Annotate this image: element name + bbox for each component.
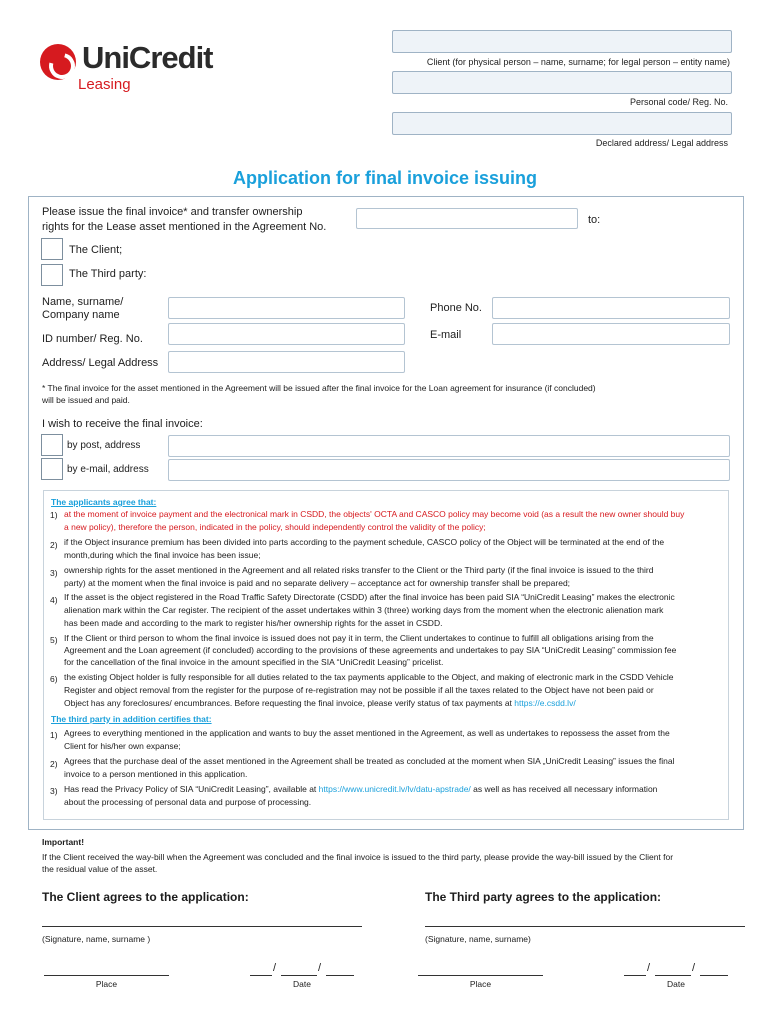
client-checkbox[interactable] — [41, 238, 63, 260]
third-party-item-2-line-1: Agrees that the purchase deal of the asset mentioned in the Agreement shall be treated as concluded at the moment when SIA „UniCredit Leasing” issues the final — [64, 756, 675, 766]
email-label: E-mail — [430, 329, 462, 341]
client-option-label: The Client; — [69, 244, 123, 256]
third-party-date-separator: / — [692, 962, 696, 974]
client-signature-title: The Client agrees to the application: — [42, 890, 249, 904]
important-line-1: If the Client received the way-bill when the Agreement was concluded and the final invoice is issued to the third party, please provide the way-bill issued by the Client for — [42, 852, 674, 862]
address-field[interactable] — [168, 351, 405, 373]
personal-code-label: Personal code/ Reg. No. — [629, 97, 728, 107]
third-party-date-caption: Date — [667, 979, 685, 989]
page-title: Application for final invoice issuing — [232, 168, 538, 188]
by-post-label: by post, address — [67, 440, 141, 451]
third-party-signature-title: The Third party agrees to the application: — [425, 890, 662, 904]
client-place-caption: Place — [95, 979, 118, 989]
applicants-item-4-line-1: If the asset is the object registered in the Road Traffic Safety Directorate (CSDD) after the final invoice has been paid SIA “UniCredit Leasing” makes the electronic — [64, 592, 675, 602]
client-date-separator: / — [273, 962, 277, 974]
name-label-line-1: Name, surname/ — [42, 296, 124, 308]
third-party-date-separator: / — [647, 962, 651, 974]
client-date-month-line[interactable] — [281, 975, 317, 976]
request-line-2: rights for the Lease asset mentioned in the Agreement No. — [42, 221, 327, 233]
applicants-item-5-line-3: for the cancellation of the final invoice in the amount specified in the SIA “UniCredit Leasing” pricelist. — [64, 657, 444, 667]
third-party-item-3-line-1 — [64, 783, 657, 796]
csdd-link[interactable]: https://e.csdd.lv/ — [514, 698, 576, 708]
third-party-date-year-line[interactable] — [700, 975, 728, 976]
declared-address-label: Declared address/ Legal address — [595, 138, 728, 148]
brand-sub: Leasing — [78, 76, 131, 93]
client-name-label: Client (for physical person – name, surname; for legal person – entity name) — [426, 57, 730, 67]
client-place-line[interactable] — [44, 975, 169, 976]
applicants-item-number: 4) — [50, 595, 58, 605]
post-address-field[interactable] — [168, 435, 730, 457]
third-party-item-3-text: Has read the Privacy Policy of SIA “UniCredit Leasing”, available at — [64, 784, 319, 794]
id-field[interactable] — [168, 323, 405, 345]
applicants-item-6-line-3 — [64, 697, 576, 710]
unicredit-logo-icon — [40, 44, 76, 80]
brand-name: UniCredit — [82, 40, 213, 75]
third-party-item-1-line-1: Agrees to everything mentioned in the application and wants to buy the asset mentioned in the Agreement, as well as undertakes to repossess the asset from the — [64, 728, 670, 738]
third-party-item-number: 2) — [50, 759, 58, 769]
phone-label: Phone No. — [430, 302, 482, 314]
email-address-field[interactable] — [168, 459, 730, 481]
personal-code-field[interactable] — [392, 71, 732, 94]
third-party-option-label: The Third party: — [69, 268, 147, 280]
third-party-item-3-tail: as well as has received all necessary information — [470, 784, 658, 794]
third-party-item-number: 1) — [50, 730, 58, 740]
declared-address-field[interactable] — [392, 112, 732, 135]
important-heading: Important! — [42, 837, 85, 847]
third-party-item-3-line-2: about the processing of personal data and purpose of processing. — [64, 797, 312, 807]
client-date-day-line[interactable] — [250, 975, 272, 976]
applicants-item-3-line-1: ownership rights for the asset mentioned in the Agreement and all related risks transfer to the Client or the Third party (if the final invoice is issued to the third — [64, 565, 654, 575]
address-label: Address/ Legal Address — [42, 357, 159, 369]
applicants-item-number: 1) — [50, 510, 58, 520]
phone-field[interactable] — [492, 297, 730, 319]
applicants-item-4-line-2: alienation mark within the Car register. The recipient of the asset undertakes within 3 (three) working days from the moment when the electronic alienation mark — [64, 605, 664, 615]
third-party-place-line[interactable] — [418, 975, 543, 976]
third-party-signature-line[interactable] — [425, 926, 745, 927]
applicants-item-2-line-2: month,during which the final invoice has been issue; — [64, 550, 261, 560]
applicants-item-2-line-1: if the Object insurance premium has been divided into parts according to the payment schedule, CASCO policy of the Object will be terminated at the end of the — [64, 537, 665, 547]
third-party-heading: The third party in addition certifies that: — [51, 714, 212, 724]
third-party-checkbox[interactable] — [41, 264, 63, 286]
privacy-policy-link[interactable]: https://www.unicredit.lv/lv/datu-apstrade/ — [318, 784, 471, 794]
client-signature-line[interactable] — [42, 926, 362, 927]
by-email-label: by e-mail, address — [67, 464, 149, 475]
third-party-item-1-line-2: Client for his/her own expanse; — [64, 741, 181, 751]
footnote-line-2: will be issued and paid. — [42, 395, 130, 405]
client-date-separator: / — [318, 962, 322, 974]
receive-title: I wish to receive the final invoice: — [42, 418, 203, 430]
applicants-item-3-line-2: party) at the moment when the final invoice is paid and no separate delivery – acceptance act for ownership transfer shall be prepared; — [64, 578, 571, 588]
by-email-checkbox[interactable] — [41, 458, 63, 480]
id-label: ID number/ Reg. No. — [42, 333, 143, 345]
applicants-item-1-line-1: at the moment of invoice payment and the electronical mark in CSDD, the objects' OCTA and CASCO policy may become void (as a result the new owner should buy — [64, 509, 685, 519]
name-label-line-2: Company name — [42, 309, 120, 321]
applicants-item-number: 2) — [50, 540, 58, 550]
third-party-date-day-line[interactable] — [624, 975, 646, 976]
third-party-item-number: 3) — [50, 786, 58, 796]
client-date-caption: Date — [293, 979, 311, 989]
third-party-place-caption: Place — [469, 979, 492, 989]
third-party-signature-caption: (Signature, name, surname) — [425, 934, 531, 944]
client-name-field[interactable] — [392, 30, 732, 53]
email-field[interactable] — [492, 323, 730, 345]
agreement-no-field[interactable] — [356, 208, 578, 229]
request-line-1: Please issue the final invoice* and transfer ownership — [42, 206, 303, 218]
by-post-checkbox[interactable] — [41, 434, 63, 456]
client-signature-caption: (Signature, name, surname ) — [42, 934, 151, 944]
name-field[interactable] — [168, 297, 405, 319]
third-party-date-month-line[interactable] — [655, 975, 691, 976]
third-party-item-2-line-2: invoice to a person mentioned in this application. — [64, 769, 248, 779]
to-label: to: — [588, 214, 601, 226]
applicants-heading: The applicants agree that: — [51, 497, 157, 507]
applicants-item-5-line-2: Agreement and the Loan agreement (if concluded) according to the provisions of these agreements and undertakes to pay SIA “UniCredit Leasing” commission fee — [64, 645, 677, 655]
important-line-2: the residual value of the asset. — [42, 864, 158, 874]
footnote-line-1: * The final invoice for the asset mentioned in the Agreement will be issued after the final invoice for the Loan agreement for insurance (if concluded) — [42, 383, 596, 393]
applicants-item-number: 6) — [50, 674, 58, 684]
client-date-year-line[interactable] — [326, 975, 354, 976]
applicants-item-6-line-2: Register and object removal from the register for the purpose of re-registration may not be possible if all the taxes related to the Object have not been paid or — [64, 685, 654, 695]
applicants-item-6-text: Object has any foreclosures/ encumbrances. Before requesting the final invoice, please verify status of tax payments at — [64, 698, 515, 708]
applicants-item-6-line-1: the existing Object holder is fully responsible for all duties related to the tax payments applicable to the Object, and making of electronic mark in the CSDD Vehicle — [64, 672, 674, 682]
applicants-item-1-line-2: a new policy), therefore the person, indicated in the policy, should independently control the validity of the policy; — [64, 522, 486, 532]
applicants-item-number: 5) — [50, 635, 58, 645]
applicants-item-5-line-1: If the Client or third person to whom the final invoice is issued does not pay it in term, the Client undertakes to continue to fulfill all obligations arising from the — [64, 633, 654, 643]
applicants-item-number: 3) — [50, 568, 58, 578]
applicants-item-4-line-3: has been made and according to the mark to register his/her ownership rights for the asset in CSDD. — [64, 618, 443, 628]
